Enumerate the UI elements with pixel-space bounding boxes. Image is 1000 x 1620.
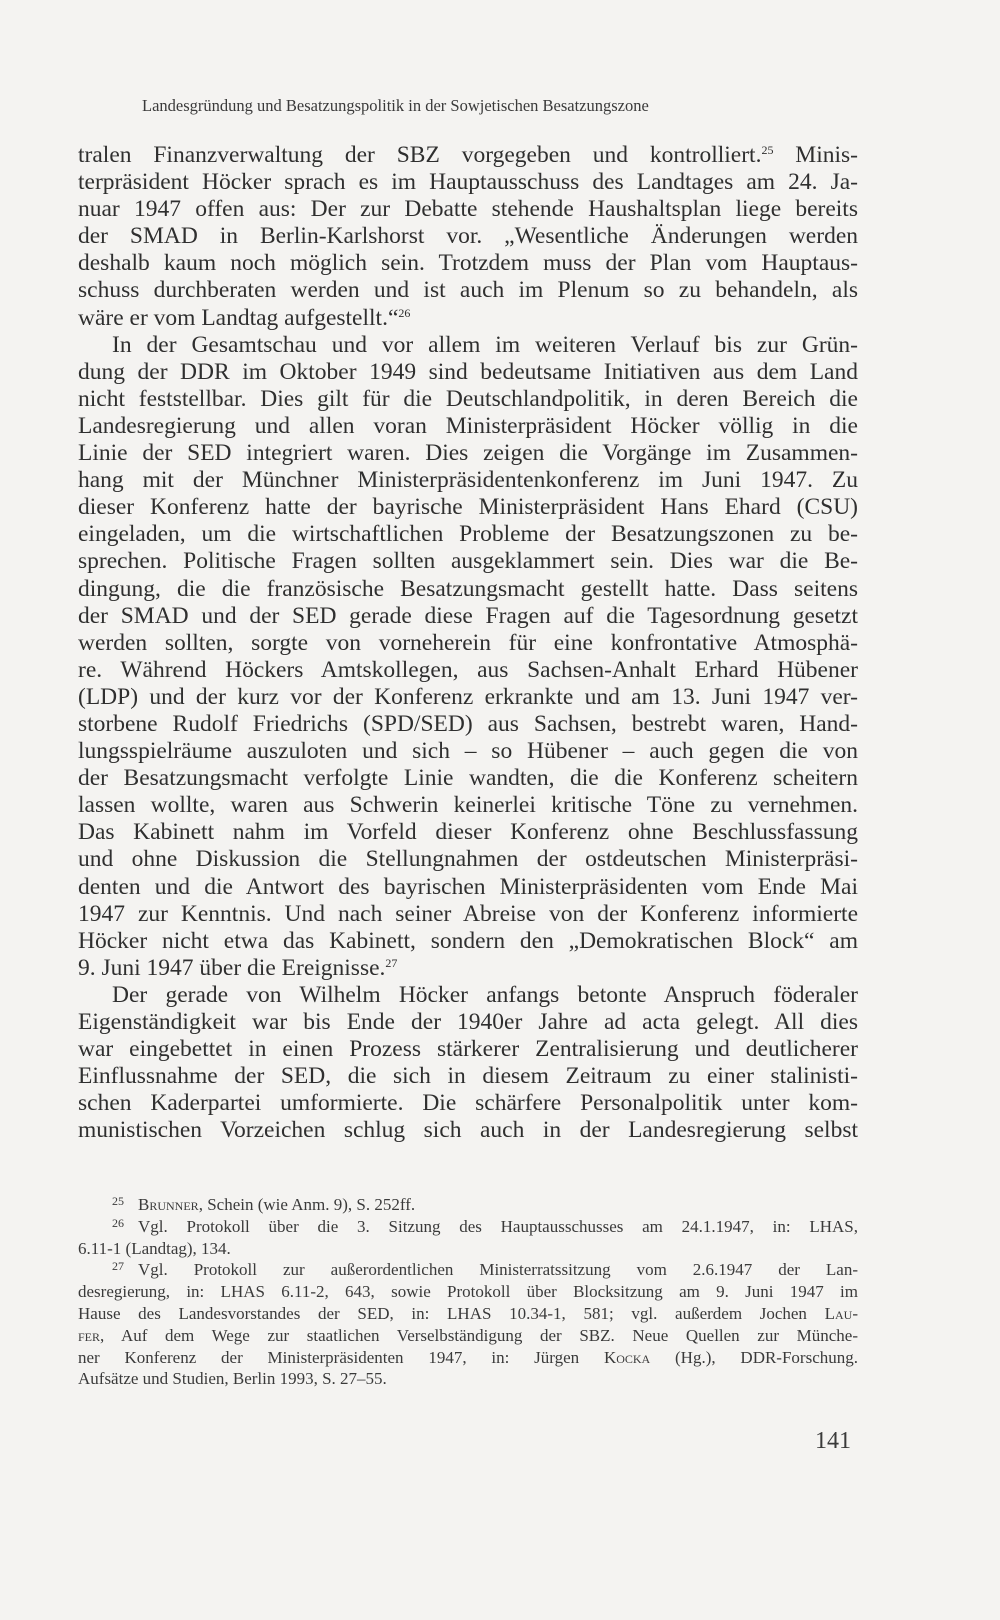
footnote-line: 6.11-1 (Landtag), 134.	[78, 1238, 231, 1258]
text-line: schen Kaderpartei umformierte. Die schärfere Personalpolitik unter kom-	[78, 1090, 858, 1117]
text-line: dieser Konferenz hatte der bayrische Ministerpräsident Hans Ehard (CSU)	[78, 494, 858, 521]
text-line: Landesregierung und allen voran Ministerpräsident Höcker völlig in die	[78, 412, 858, 439]
text-line: Linie der SED integriert waren. Dies zeigen die Vorgänge im Zusammen-	[78, 440, 858, 467]
footnote-ref-26[interactable]: 26	[398, 305, 411, 320]
text-line: dung der DDR im Oktober 1949 sind bedeutsame Initiativen aus dem Land	[78, 358, 858, 385]
text-line: storbene Rudolf Friedrichs (SPD/SED) aus Sachsen, bestrebt waren, Hand-	[78, 710, 858, 737]
footnote-line: Hause des Landesvorstandes der SED, in: LHAS 10.34-1, 581; vgl. außerdem Jochen Lau-	[78, 1303, 858, 1323]
text-line: tralen Finanzverwaltung der SBZ vorgegeben und kontrolliert.$^{25}$ Minis-	[78, 142, 858, 168]
main-text	[78, 142, 858, 1144]
text-line: der SMAD in Berlin-Karlshorst vor. „Wesentliche Änderungen werden	[78, 223, 858, 250]
text-line: munistischen Vorzeichen schlug sich auch in der Landesregierung selbst	[78, 1117, 858, 1144]
text-line: Höcker nicht etwa das Kabinett, sondern den „Demokratischen Block“ am	[78, 927, 858, 954]
text-line: werden sollten, sorgte von vorneherein für eine konfrontative Atmosphä-	[78, 629, 858, 656]
text-line: der SMAD und der SED gerade diese Fragen auf die Tagesordnung gesetzt	[78, 602, 858, 629]
text-line: lassen wollte, waren aus Schwerin keinerlei kritische Töne zu vernehmen.	[78, 792, 858, 819]
text-line: nuar 1947 offen aus: Der zur Debatte stehende Haushaltsplan liege bereits	[78, 196, 858, 223]
text-line: wäre er vom Landtag aufgestellt.“$^{26}$	[78, 304, 411, 331]
footnote-25: $^{25}$ Brunner, Schein (wie Anm. 9), S. 252ff.	[112, 1194, 416, 1214]
running-header: Landesgründung und Besatzungspolitik in der Sowjetischen Besatzungszone	[142, 96, 649, 115]
text-line: eingeladen, um die wirtschaftlichen Probleme der Besatzungszonen zu be-	[78, 521, 858, 548]
footnote-number: 27	[112, 1259, 124, 1274]
text-line: lungsspielräume auszuloten und sich – so Hübener – auch gegen die von	[78, 738, 858, 765]
footnote-number: 26	[112, 1215, 124, 1230]
text-line: schuss durchberaten werden und ist auch im Plenum so zu behandeln, als	[78, 277, 858, 304]
text-line: Einflussnahme der SED, die sich in diesem Zeitraum zu einer stalinisti-	[78, 1063, 858, 1090]
text-line: hang mit der Münchner Ministerpräsidentenkonferenz im Juni 1947. Zu	[78, 467, 858, 494]
paragraph-start-line: In der Gesamtschau und vor allem im weiteren Verlauf bis zur Grün-	[112, 331, 858, 358]
text-line: dingung, die die französische Besatzungsmacht gestellt hatte. Dass seitens	[78, 575, 858, 602]
footnote-number: 25	[112, 1194, 124, 1208]
footnote-ref-25[interactable]: 25	[761, 143, 774, 157]
text-line: 1947 zur Kenntnis. Und nach seiner Abreise von der Konferenz informierte	[78, 900, 858, 927]
footnote-27: $^{27}$ Vgl. Protokoll zur außerordentlichen Ministerratssitzung vom 2.6.1947 der Lan-	[112, 1259, 858, 1280]
footnote-line: Aufsätze und Studien, Berlin 1993, S. 27–55.	[78, 1369, 387, 1389]
paragraph-start-line: Der gerade von Wilhelm Höcker anfangs betonte Anspruch föderaler	[112, 981, 858, 1008]
text-line: nicht feststellbar. Dies gilt für die Deutschlandpolitik, in deren Bereich die	[78, 385, 858, 412]
text-line: Eigenständigkeit war bis Ende der 1940er Jahre ad acta gelegt. All dies	[78, 1009, 858, 1035]
text-line: sprechen. Politische Fragen sollten ausgeklammert sein. Dies war die Be-	[78, 548, 858, 575]
text-line: (LDP) und der kurz vor der Konferenz erkrankte und am 13. Juni 1947 ver-	[78, 683, 858, 710]
text-line: der Besatzungsmacht verfolgte Linie wandten, die die Konferenz scheitern	[78, 765, 858, 792]
text-line: denten und die Antwort des bayrischen Ministerpräsidenten vom Ende Mai	[78, 873, 858, 900]
text-line: deshalb kaum noch möglich sein. Trotzdem muss der Plan vom Hauptaus-	[78, 250, 858, 277]
text-line: war eingebettet in einen Prozess stärkerer Zentralisierung und deutlicherer	[78, 1036, 858, 1063]
text-line: re. Während Höckers Amtskollegen, aus Sachsen-Anhalt Erhard Hübener	[78, 656, 858, 683]
page-number: 141	[815, 1428, 851, 1454]
text-line: terpräsident Höcker sprach es im Hauptausschuss des Landtages am 24. Ja-	[78, 169, 858, 196]
footnote-line: ner Konferenz der Ministerpräsidenten 1947, in: Jürgen Kocka (Hg.), DDR-Forschung.	[78, 1347, 858, 1367]
footnote-26: $^{26}$ Vgl. Protokoll über die 3. Sitzung des Hauptausschusses am 24.1.1947, in: LHAS,	[112, 1215, 858, 1236]
footnote-line: desregierung, in: LHAS 6.11-2, 643, sowie Protokoll über Blocksitzung am 9. Juni 1947 im	[78, 1282, 858, 1302]
text-line: 9. Juni 1947 über die Ereignisse.$^{27}$	[78, 954, 398, 981]
footnote-line: fer, Auf dem Wege zur staatlichen Verselbständigung der SBZ. Neue Quellen zur Münche-	[78, 1325, 858, 1345]
text-line: Das Kabinett nahm im Vorfeld dieser Konferenz ohne Beschlussfassung	[78, 819, 858, 846]
text-line: und ohne Diskussion die Stellungnahmen der ostdeutschen Ministerpräsi-	[78, 846, 858, 873]
footnote-ref-27[interactable]: 27	[385, 955, 398, 970]
footnotes	[78, 1194, 858, 1390]
